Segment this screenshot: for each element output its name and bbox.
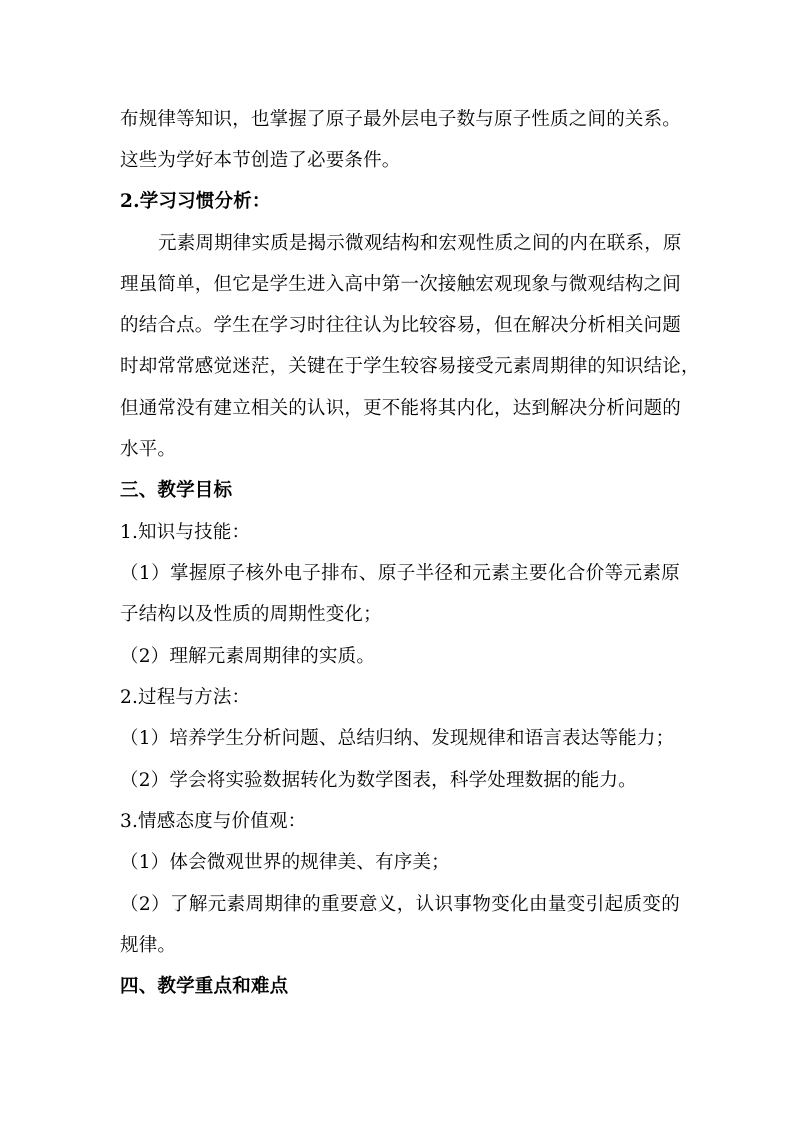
paragraph-line: 布规律等知识，也掌握了原子最外层电子数与原子性质之间的关系。 <box>120 109 682 130</box>
list-item-line: （2）了解元素周期律的重要意义，认识事物变化由量变引起质变的 <box>120 894 680 915</box>
list-item-line: 规律。 <box>120 935 177 956</box>
section-subheading: 3.情感态度与价值观： <box>120 811 307 832</box>
list-item: （2）学会将实验数据转化为数学图表，科学处理数据的能力。 <box>120 770 637 791</box>
section-heading: 四、教学重点和难点 <box>120 976 289 997</box>
section-subheading: 2.学习习惯分析： <box>120 191 271 212</box>
section-subheading: 2.过程与方法： <box>120 687 251 708</box>
list-item-line: （1）掌握原子核外电子排布、原子半径和元素主要化合价等元素原 <box>120 563 680 584</box>
list-item: （2）理解元素周期律的实质。 <box>120 646 376 667</box>
section-subheading: 1.知识与技能： <box>120 522 251 543</box>
section-heading: 三、教学目标 <box>120 480 233 501</box>
paragraph-line: 理虽简单，但它是学生进入高中第一次接触宏观现象与微观结构之间 <box>120 274 682 295</box>
paragraph-line: 水平。 <box>120 439 177 460</box>
list-item-line: 子结构以及性质的周期性变化； <box>120 604 382 625</box>
paragraph-first-line: 元素周期律实质是揭示微观结构和宏观性质之间的内在联系，原 <box>158 233 682 254</box>
paragraph-line: 的结合点。学生在学习时往往认为比较容易，但在解决分析相关问题 <box>120 315 682 336</box>
paragraph-line: 这些为学好本节创造了必要条件。 <box>120 150 401 171</box>
list-item: （1）培养学生分析问题、总结归纳、发现规律和语言表达等能力； <box>120 728 675 749</box>
list-item: （1）体会微观世界的规律美、有序美； <box>120 852 450 873</box>
paragraph-line: 时却常常感觉迷茫，关键在于学生较容易接受元素周期律的知识结论， <box>120 356 700 377</box>
paragraph-line: 但通常没有建立相关的认识，更不能将其内化，达到解决分析问题的 <box>120 398 682 419</box>
